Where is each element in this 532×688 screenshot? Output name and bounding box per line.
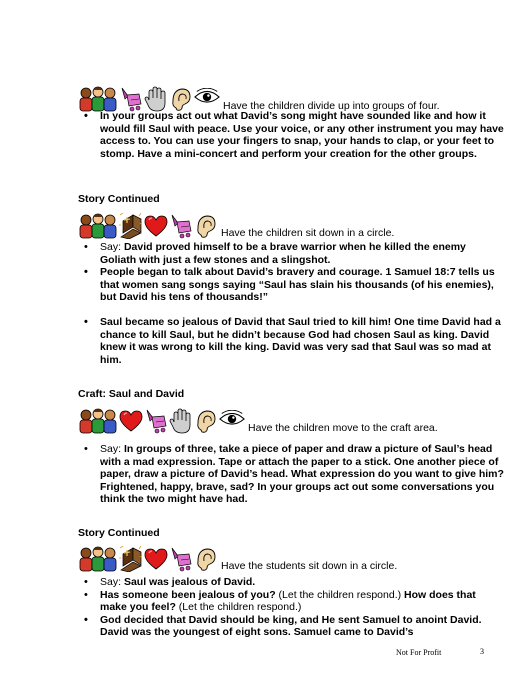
bells-icon <box>144 408 168 434</box>
footer-text: Not For Profit <box>396 648 442 657</box>
section1-bullets <box>84 110 504 160</box>
bells-icon <box>119 86 143 112</box>
section3-bullets <box>84 443 504 506</box>
list-item: • Has someone been jealous of you? (Let the children respond.) How does that make you feel? (Let the children respond.) <box>84 589 504 614</box>
bible-icon <box>119 546 143 572</box>
list-item: • God decided that David should be king, and He sent Samuel to anoint David. David was the youngest of eight sons. Samuel came to David’s <box>84 614 504 639</box>
eye-icon <box>194 88 220 106</box>
section3-instruction: Have the children move to the craft area. <box>248 422 438 434</box>
section4-instruction: Have the students sit down in a circle. <box>221 560 398 572</box>
list-item: • Say: David proved himself to be a brave warrior when he killed the enemy Goliath with just a few stones and a slingshot. <box>84 241 504 266</box>
group-of-children-icon <box>78 408 118 434</box>
list-item: • People began to talk about David’s bravery and courage. 1 Samuel 18:7 tells us that women sang songs saying “Saul has slain his thousands (of his enemies), but David his tens of thousands!” <box>84 266 504 304</box>
section2-bullets <box>84 241 504 366</box>
heart-icon <box>144 215 168 237</box>
list-item: • Say: In groups of three, take a piece of paper and draw a picture of Saul’s head with a mad expression. Tape or attach the paper to a stick. One another piece of paper, draw a picture of David’s head. What expression do you want to give him? Frightened, happy, brave, sad? In your groups act out some conversations you think the two might have had. <box>84 443 504 506</box>
hand-icon <box>144 86 168 112</box>
list-item: • Say: Saul was jealous of David. <box>84 576 504 589</box>
section3-icon-row <box>78 408 438 434</box>
list-item: • In your groups act out what David’s song might have sounded like and how it would fill Saul with peace. Use your voice, or any other instrument you may have access to. You can use your fingers to snap, your hands to clap, or your feet to stomp. Have a mini-concert and perform your creation for the other groups. <box>84 110 504 160</box>
heart-icon <box>144 548 168 570</box>
page-number: 3 <box>480 647 484 656</box>
ear-icon <box>194 546 218 572</box>
section1-icon-row <box>78 86 440 112</box>
ear-icon <box>169 86 193 112</box>
section1-instruction: Have the children divide up into groups of four. <box>223 100 440 112</box>
ear-icon <box>194 408 218 434</box>
bible-icon <box>119 213 143 239</box>
group-of-children-icon <box>78 546 118 572</box>
list-item: • Saul became so jealous of David that Saul tried to kill him! One time David had a chance to kill Saul, but he didn’t because God had chosen Saul as king. David knew it was wrong to kill the king. David was very sad that Saul was so mad at him. <box>84 316 504 366</box>
bells-icon <box>169 546 193 572</box>
section-heading: Craft: Saul and David <box>78 388 185 400</box>
hand-icon <box>169 408 193 434</box>
section4-icon-row <box>78 546 397 572</box>
group-of-children-icon <box>78 86 118 112</box>
group-of-children-icon <box>78 213 118 239</box>
section-heading: Story Continued <box>78 527 160 539</box>
ear-icon <box>194 213 218 239</box>
eye-icon <box>219 410 245 428</box>
section2-icon-row <box>78 213 394 239</box>
bells-icon <box>169 213 193 239</box>
section-heading: Story Continued <box>78 193 160 205</box>
heart-icon <box>119 410 143 432</box>
section4-bullets <box>84 576 504 639</box>
section2-instruction: Have the children sit down in a circle. <box>221 227 395 239</box>
